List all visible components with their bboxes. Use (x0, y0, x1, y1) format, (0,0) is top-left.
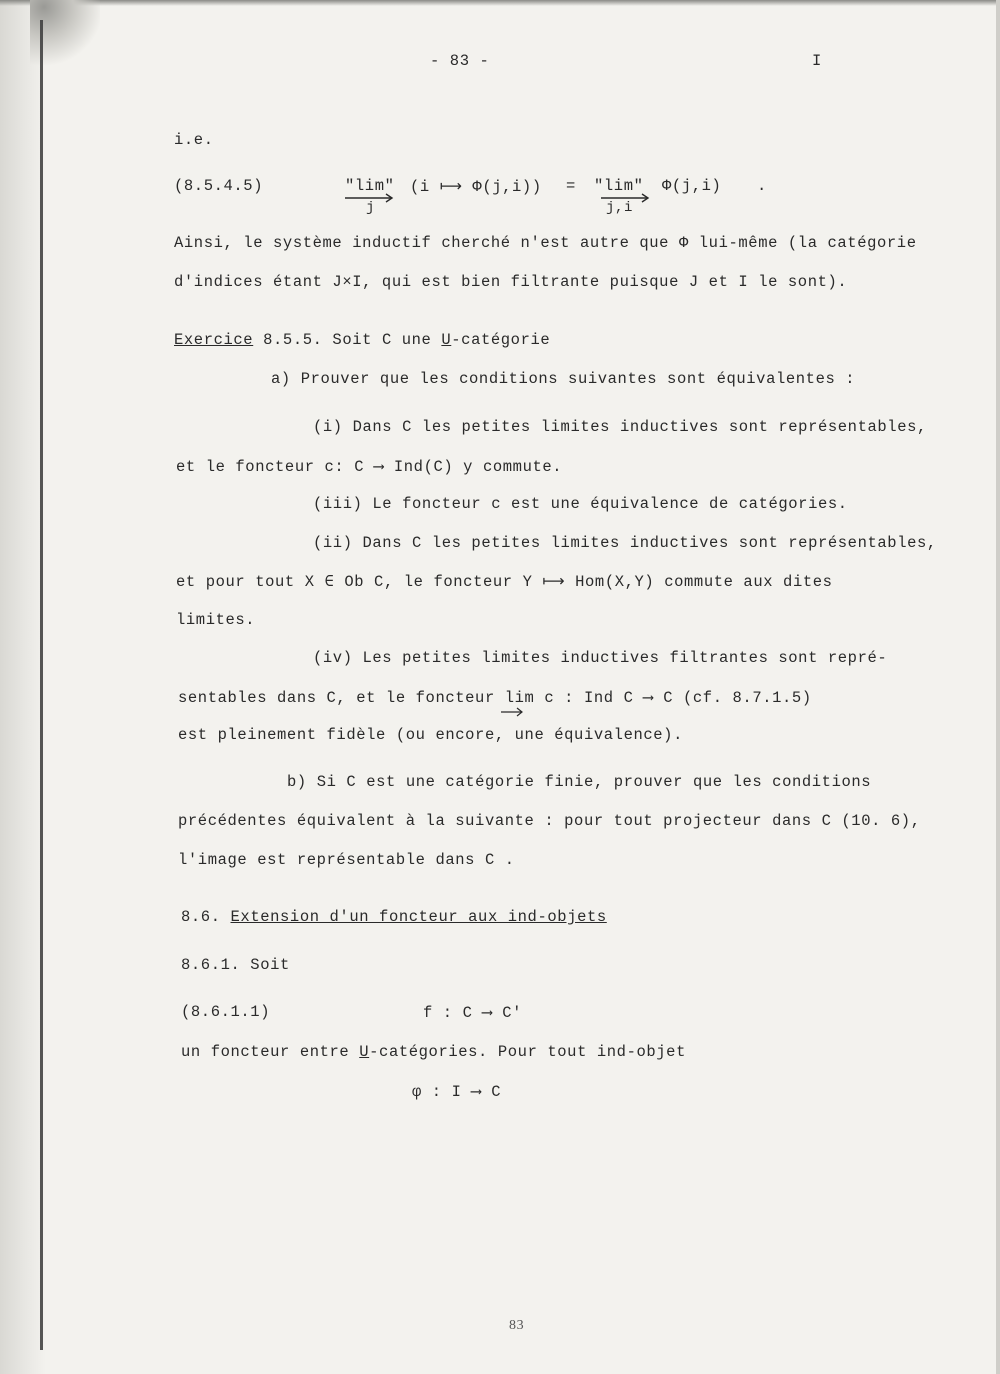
exercise-title: Exercice (174, 331, 254, 349)
condition-iii: (iii) Le foncteur c est une équivalence de catégories. (313, 495, 848, 513)
condition-i-line-2: et le foncteur c: C ⟶ Ind(C) y commute. (176, 458, 563, 476)
equation-lhs-lim: "lim" (345, 177, 395, 195)
section-title: Extension d'un foncteur aux ind-objets (230, 908, 607, 926)
lim-arrow-icon (500, 707, 526, 717)
ind-object-map: φ : I ⟶ C (412, 1083, 502, 1101)
condition-iv-line-2: sentables dans C, et le foncteur lim c : Ind C ⟶ C (cf. 8.7.1.5) (178, 689, 812, 707)
subsection-861: 8.6.1. Soit (181, 956, 290, 974)
equation-label: (8.5.4.5) (174, 177, 264, 195)
condition-ii-line-2: et pour tout X ∈ Ob C, le foncteur Y ⟼ Hom(X,Y) commute aux dites (176, 573, 833, 591)
condition-ii-line-1: (ii) Dans C les petites limites inductives sont représentables, (313, 534, 937, 552)
ie-label: i.e. (174, 131, 214, 149)
paragraph-ainsi-line-2: d'indices étant J×I, qui est bien filtrante puisque J et I le sont). (174, 273, 848, 291)
equation2-body: f : C ⟶ C' (423, 1004, 523, 1022)
page-number-header: - 83 - (430, 52, 490, 70)
footer-page-number: 83 (509, 1318, 525, 1333)
exercise-category: -catégorie (451, 331, 551, 349)
equation-end: . (757, 177, 767, 195)
item-b-line-3: l'image est représentable dans C . (178, 851, 515, 869)
item-b-line-2: précédentes équivalent à la suivante : pour tout projecteur dans C (10. 6), (178, 812, 921, 830)
condition-i-line-1: (i) Dans C les petites limites inductives sont représentables, (313, 418, 927, 436)
functor-line-start: un foncteur entre (181, 1043, 360, 1061)
section-number: 8.6. (181, 908, 231, 926)
equation-rhs-sub: j,i (606, 200, 634, 216)
equation2-label: (8.6.1.1) (181, 1003, 271, 1021)
equation-rhs-lim: "lim" (594, 177, 644, 195)
condition-iv-line-1: (iv) Les petites limites inductives filtrantes sont repré- (313, 649, 888, 667)
equation-equals: = (566, 177, 576, 195)
functor-line (181, 1043, 686, 1061)
exercise-heading (174, 331, 550, 349)
equation-lhs-arg: (i ⟼ Φ(j,i)) (410, 178, 542, 196)
page-right-edge (996, 0, 1000, 1374)
equation-lhs-sub: j (366, 200, 376, 216)
page-top-edge (0, 0, 1000, 6)
condition-iv-line-3: est pleinement fidèle (ou encore, une équivalence). (178, 726, 683, 744)
item-b-line-1: b) Si C est une catégorie finie, prouver que les conditions (287, 773, 872, 791)
universe-symbol: U (441, 331, 452, 349)
paragraph-ainsi-line-1: Ainsi, le système inductif cherché n'est autre que Φ lui-même (la catégorie (174, 234, 917, 252)
section-mark: I (812, 52, 822, 70)
binding-edge (40, 20, 43, 1350)
equation-rhs-arg: Φ(j,i) (662, 177, 722, 195)
functor-line-end: -catégories. Pour tout ind-objet (369, 1043, 686, 1061)
item-a: a) Prouver que les conditions suivantes sont équivalentes : (271, 370, 856, 388)
section-heading (181, 908, 607, 926)
universe-symbol-2: U (359, 1043, 370, 1061)
exercise-number: 8.5.5. Soit C une (263, 331, 442, 349)
condition-ii-line-3: limites. (176, 611, 256, 629)
